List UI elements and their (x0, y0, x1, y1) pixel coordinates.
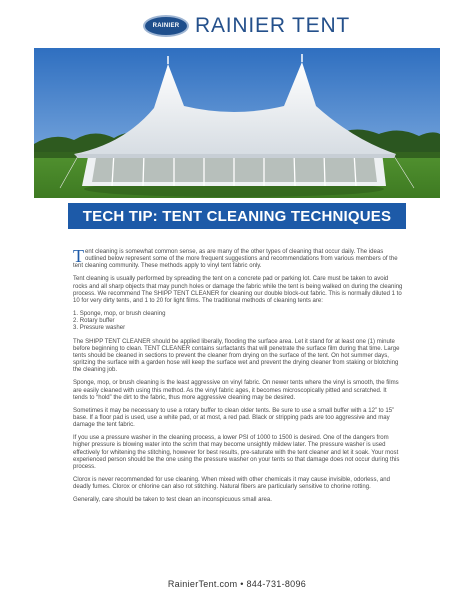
paragraph-pressure-washer: If you use a pressure washer in the cleaning process, a lower PSI of 1000 to 1500 is desired. One of the dangers from higher pressure is blowing water into the scrim that may become unsightly mildew later. The pressure washer is used effectively for whitening the stitching, however for best results, pre-saturate with the tent cleaner and let it soak. Your most experienced person should be the one using the pressure washer on your tents so that damage does not occur during this process. (73, 435, 400, 470)
tent-illustration (34, 48, 440, 198)
title-banner (68, 203, 406, 229)
methods-list (73, 311, 403, 332)
brand-wordmark: RAINIER TENT (195, 14, 351, 37)
footer-contact: RainierTent.com • 844-731-8096 (167, 579, 307, 589)
page-header (0, 0, 474, 48)
paragraph-application: The SHIPP TENT CLEANER should be applied liberally, flooding the surface area. Let it stand for at least one (1) minute before beginning to clean. TENT CLEANER contains surfactants that will penetrate the surface film during that time. Large tents should be cleaned in sections to prevent the cleaner from drying on the surface of the tent. On hot summer days, spritzing the surface with a garden hose will keep the surface wet and prevent the drying cleaner from staking or blotching the cleaning job. (73, 338, 400, 374)
paragraph-sponge: Sponge, mop, or brush cleaning is the least aggressive on vinyl fabric. On newer tents where the vinyl is smooth, the films are easily cleaned with using this method. As the vinyl fabric ages, it becomes microscopically pitted and scratched. It tends to “hold” the dirt to the fabric, thus more aggressive cleaning may be desired. (73, 380, 399, 401)
paragraph-clorox: Clorox is never recommended for use cleaning. When mixed with other chemicals it may cause invisible, odorless, and deadly fumes. Clorox or chlorine can also rot stitching. Natural fibers are particularly sensitive to chorine rotting. (73, 477, 390, 491)
article-body (73, 246, 403, 511)
page-title: TECH TIP: TENT CLEANING TECHNIQUES (82, 207, 392, 225)
list-item: 1. Sponge, mop, or brush cleaning (73, 311, 166, 318)
intro-text: ent cleaning is somewhat common sense, as are many of the other types of cleaning that occur daily. The ideas outlined below represent some of the more frequent suggestions and recommendations from various members of the tent cleaning community. These methods apply to vinyl tent fabric only. (73, 249, 398, 270)
rainier-logo-badge (143, 15, 189, 37)
list-item: 3. Pressure washer (73, 325, 126, 332)
list-item: 2. Rotary buffer (73, 318, 115, 325)
drop-cap: T (73, 246, 84, 266)
logo-badge-text: RAINIER (152, 23, 180, 29)
intro-paragraph (73, 246, 403, 270)
paragraph-general: Generally, care should be taken to test clean an inconspicuous small area. (73, 497, 272, 504)
paragraph-buffer: Sometimes it may be necessary to use a rotary buffer to clean older tents. Be sure to use a small buffer with a 12” to 15” base. If a floor pad is used, use a white pad, or at most, a red pad. Black or stripping pads are too aggressive and may damage the tent fabric. (73, 407, 395, 429)
tent-photo (34, 48, 440, 198)
paragraph-surface: Tent cleaning is usually performed by spreading the tent on a concrete pad or parking lot. Care must be taken to avoid rocks and all sharp objects that may punch holes or damage the fabric while the tent is being walked on during the cleaning process. We recommend The SHIPP TENT CLEANER for cleaning our double block-out fabric. This is normally diluted 1 to 10 for very dirty tents, and 1 to 20 for light films. The traditional methods of cleaning tents are: (73, 276, 403, 304)
